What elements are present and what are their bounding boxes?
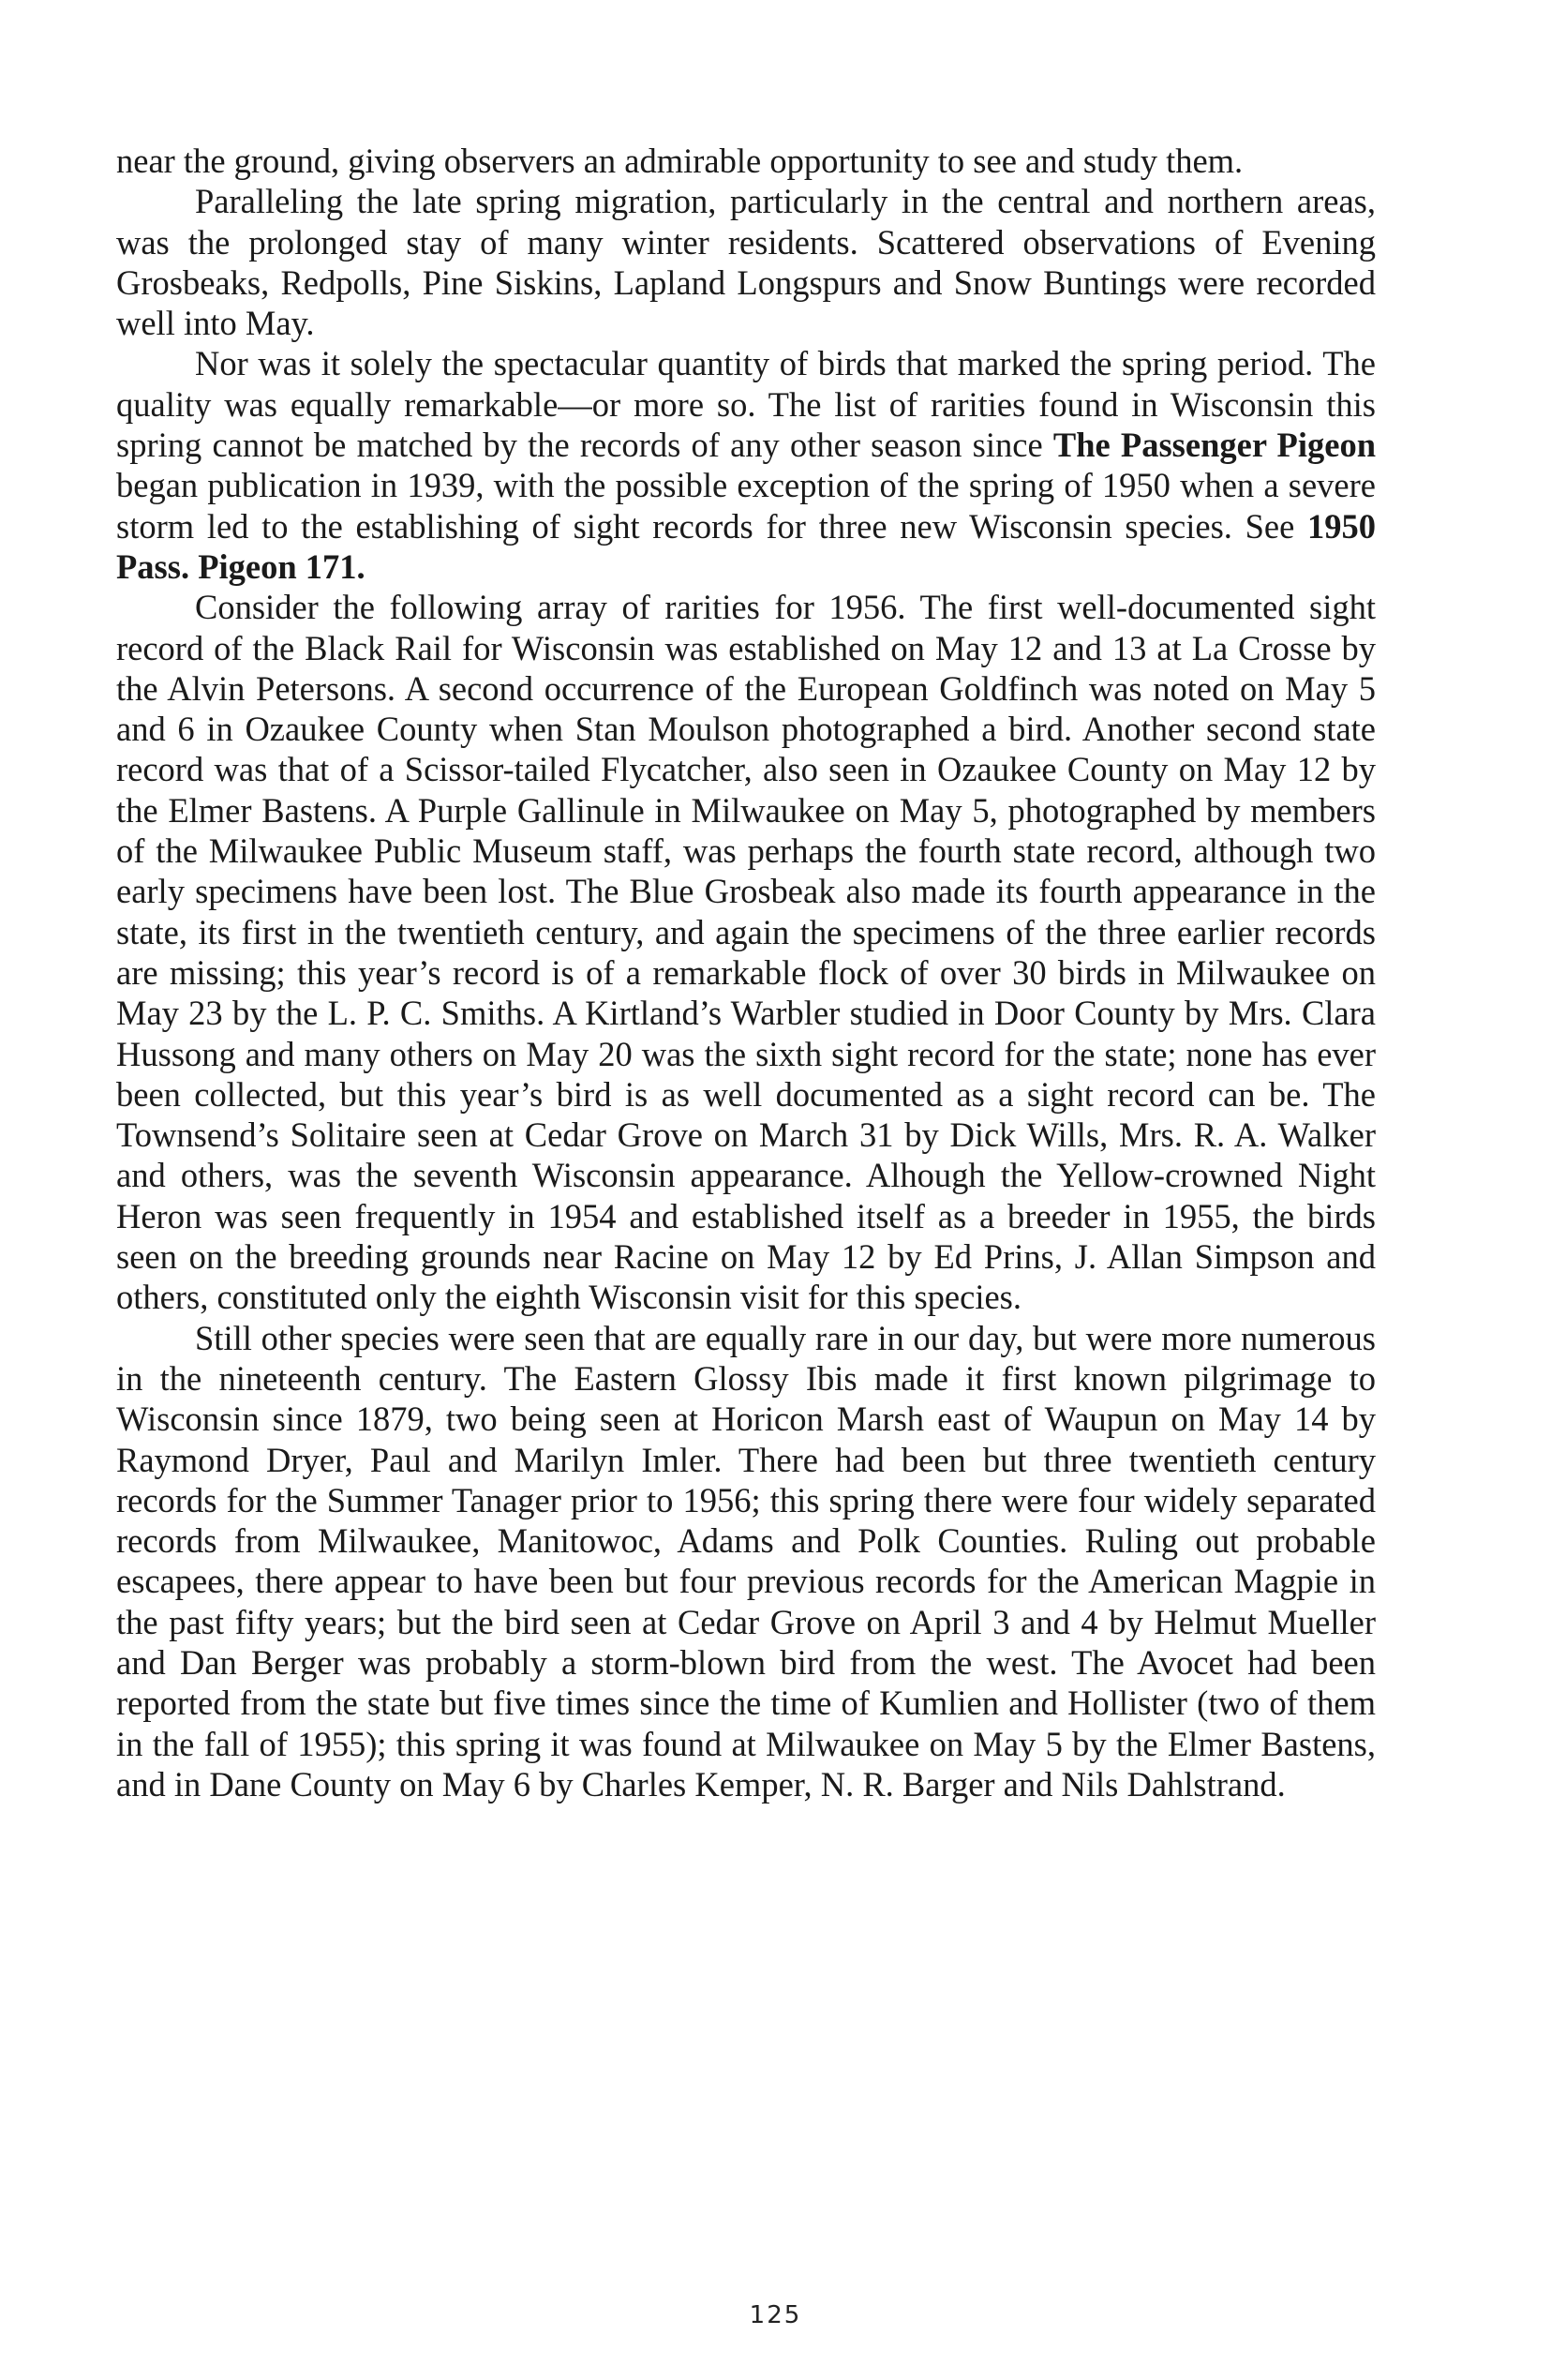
paragraph-5 [116, 1318, 1376, 1805]
page-number: 125 [749, 2301, 802, 2329]
paragraph-4 [116, 587, 1376, 1317]
paragraph-1-text: near the ground, giving observers an admirable opportunity to see and study them. [116, 142, 1244, 180]
paragraph-2 [116, 181, 1376, 343]
body-text-column [116, 141, 1376, 1804]
citation-reference: 1950 Pass. Pigeon 171. [116, 506, 1376, 586]
paragraph-2-text: Paralleling the late spring migration, particularly in the central and northern areas, was the prolonged stay of many winter residents. Scattered observations of Evening Grosbeaks, Redpolls, Pine Siskins, Lapland Longspurs and Snow Buntings were recorded well into May. [116, 182, 1376, 343]
paragraph-1 [116, 141, 1376, 181]
paragraph-3-text-b: began publication in 1939, with the possible exception of the spring of 1950 when a severe storm led to the establishing of sight records for three new Wisconsin species. See [116, 466, 1376, 546]
journal-title-reference: The Passenger Pigeon [1052, 426, 1376, 465]
paragraph-5-text: Still other species were seen that are equally rare in our day, but were more numerous in the nineteenth century. The Eastern Glossy Ibis made it first known pilgrimage to Wisconsin since 1879, two being seen at Horicon Marsh east of Waupun on May 14 by Raymond Dryer, Paul and Marilyn Imler. There had been but three twentieth century records for the Summer Tanager prior to 1956; this spring there were four widely separated records from Milwaukee, Manitowoc, Adams and Polk Counties. Ruling out probable escapees, there appear to have been but four previous records for the American Magpie in the past fifty years; but the bird seen at Cedar Grove on April 3 and 4 by Helmut Mueller and Dan Berger was probably a storm-blown bird from the west. The Avocet had been reported from the state but five times since the time of Kumlien and Hollister (two of them in the fall of 1955); this spring it was found at Milwaukee on May 5 by the Elmer Bastens, and in Dane County on May 6 by Charles Kemper, N. R. Barger and Nils Dahlstrand. [116, 1318, 1376, 1804]
paragraph-3-text-a: Nor was it solely the spectacular quantity of birds that marked the spring period. The quality was equally remarkable—or more so. The list of rarities found in Wisconsin this spring cannot be matched by the records of any other season since [116, 344, 1376, 465]
paragraph-4-text: Consider the following array of rarities for 1956. The first well-documented sight record of the Black Rail for Wisconsin was established on May 12 and 13 at La Crosse by the Alvin Petersons. A second occurrence of the European Goldfinch was noted on May 5 and 6 in Ozaukee County when Stan Moulson photographed a bird. Another second state record was that of a Scissor-tailed Flycatcher, also seen in Ozaukee County on May 12 by the Elmer Bastens. A Purple Gallinule in Milwaukee on May 5, photographed by members of the Milwaukee Public Museum staff, was perhaps the fourth state record, although two early specimens have been lost. The Blue Grosbeak also made its fourth appearance in the state, its first in the twentieth century, and again the specimens of the three earlier records are missing; this year’s record is of a remarkable flock of over 30 birds in Milwaukee on May 23 by the L. P. C. Smiths. A Kirtland’s Warbler studied in Door County by Mrs. Clara Hussong and many others on May 20 was the sixth sight record for the state; none has ever been collected, but this year’s bird is as well documented as a sight record can be. The Townsend’s Solitaire seen at Cedar Grove on March 31 by Dick Wills, Mrs. R. A. Walker and others, was the seventh Wisconsin appearance. Alhough the Yellow-crowned Night Heron was seen frequently in 1954 and established itself as a breeder in 1955, the birds seen on the breeding grounds near Racine on May 12 by Ed Prins, J. Allan Simpson and others, constituted only the eighth Wisconsin visit for this species. [116, 588, 1376, 1317]
paragraph-3 [116, 343, 1376, 587]
